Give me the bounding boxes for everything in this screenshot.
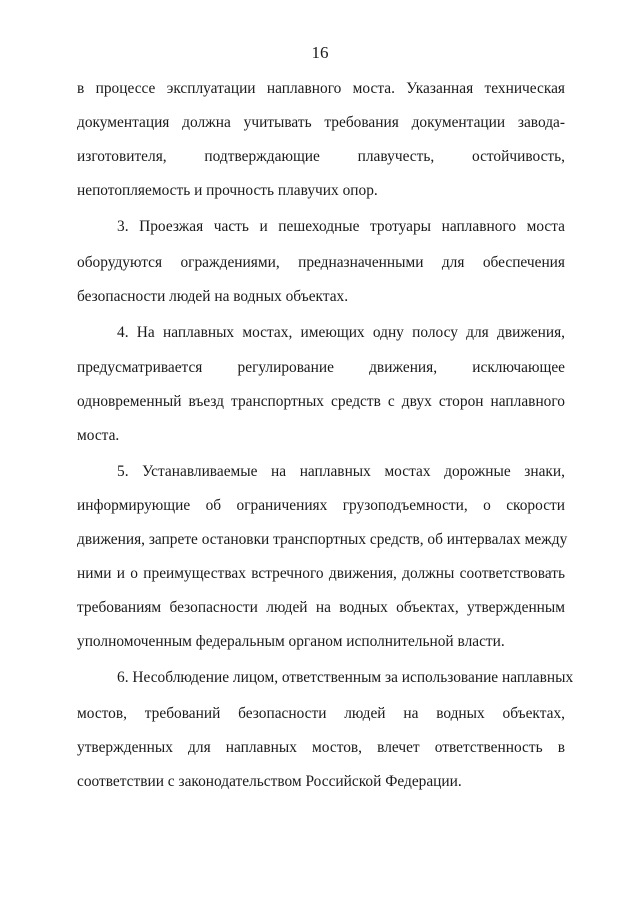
text-line: уполномоченным федеральным органом исполнительной власти. [77,633,505,650]
text-line: оборудуются ограждениями, предназначенными для обеспечения [77,254,565,271]
text-line: одновременный въезд транспортных средств с двух сторон наплавного [77,393,565,410]
text-line: требованиям безопасности людей на водных объектах, утвержденным [77,599,565,616]
paragraph-6-first-line: 6. Несоблюдение лицом, ответственным за использование наплавных [117,669,574,686]
text-line: непотопляемость и прочность плавучих опор. [77,182,378,199]
text-line: моста. [77,427,120,444]
text-line: безопасности людей на водных объектах. [77,288,349,305]
text-line: предусматривается регулирование движения, исключающее [77,359,565,376]
text-line: документация должна учитывать требования документации завода- [77,114,565,131]
text-line: информирующие об ограничениях грузоподъемности, о скорости [77,497,565,514]
text-line: утвержденных для наплавных мостов, влечет ответственность в [77,739,565,756]
paragraph-4-first-line: 4. На наплавных мостах, имеющих одну полосу для движения, [117,324,565,341]
text-line: движения, запрете остановки транспортных средств, об интервалах между [77,531,568,548]
paragraph-3-first-line: 3. Проезжая часть и пешеходные тротуары наплавного моста [117,218,565,235]
paragraph-5-first-line: 5. Устанавливаемые на наплавных мостах дорожные знаки, [117,463,565,480]
text-line: мостов, требований безопасности людей на водных объектах, [77,705,565,722]
text-line: соответствии с законодательством Российской Федерации. [77,773,462,790]
text-line: ними и о преимуществах встречного движения, должны соответствовать [77,565,565,582]
page-number: 16 [311,43,329,62]
text-line: изготовителя, подтверждающие плавучесть, остойчивость, [77,148,565,165]
text-line: в процессе эксплуатации наплавного моста. Указанная техническая [77,80,565,97]
